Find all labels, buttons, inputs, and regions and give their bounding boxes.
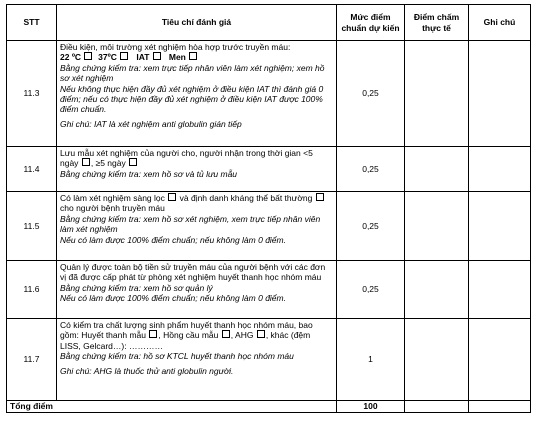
scoring-text: Nếu có làm được 100% điểm chuẩn; nếu không làm 0 điểm. [60,293,286,304]
criteria-text: Quản lý được toàn bộ tiền sử truyền máu của người bệnh với các đơn vị đã được cấp phát từ phòng xét nghiệm huyết thanh học nhóm máu [60,262,326,283]
total-row [7,401,531,413]
header-standard-score: Mức điểm chuẩn dự kiến [337,5,405,41]
scoring-text: Nếu không thực hiện đầy đủ xét nghiệm ở điều kiện IAT thì đánh giá 0 điểm; nếu có thực hiện đầy đủ xét nghiệm ở điều kiện IAT được 100% điểm chuẩn. [60,83,324,115]
row-note[interactable] [469,192,531,261]
row-note[interactable] [469,41,531,147]
row-stt: 11.3 [7,41,57,147]
criteria-text: Có làm xét nghiệm sàng lọc và định danh kháng thể bất thường cho người bệnh truyền máu [60,193,333,214]
table-row [7,319,531,401]
checkbox-icon[interactable] [168,193,176,201]
checkbox-icon[interactable] [120,52,128,60]
row-standard-score: 0,25 [337,147,405,192]
evaluation-table [6,4,531,413]
total-note[interactable] [469,401,531,413]
table-row [7,261,531,319]
checkbox-icon[interactable] [222,330,230,338]
row-standard-score: 0,25 [337,41,405,147]
row-stt: 11.4 [7,147,57,192]
row-criteria [57,261,337,319]
row-standard-score: 0,25 [337,192,405,261]
condition-options: 22 ºC 37ºC IAT Men [60,52,333,62]
scoring-text: Nếu có làm được 100% điểm chuẩn; nếu không làm 0 điểm. [60,234,286,245]
total-actual-score[interactable] [405,401,469,413]
row-actual-score[interactable] [405,319,469,401]
note-text: Ghi chú: AHG là thuốc thử anti globulin người. [60,365,234,376]
evidence-text: Bằng chứng kiểm tra: xem hồ sơ và tủ lưu mẫu [60,168,238,179]
criteria-text: Lưu mẫu xét nghiệm của người cho, người nhận trong thời gian <5 ngày , ≥5 ngày [60,148,313,169]
row-criteria [57,41,337,147]
checkbox-icon[interactable] [316,193,324,201]
header-criteria: Tiêu chí đánh giá [57,5,337,41]
row-actual-score[interactable] [405,192,469,261]
checkbox-icon[interactable] [153,52,161,60]
row-criteria [57,319,337,401]
checkbox-icon[interactable] [189,52,197,60]
row-note[interactable] [469,319,531,401]
evidence-text: Bằng chứng kiểm tra: xem hồ sơ xét nghiệm, xem trực tiếp nhân viên làm xét nghiệm [60,213,321,235]
row-actual-score[interactable] [405,41,469,147]
checkbox-icon[interactable] [84,52,92,60]
row-criteria [57,192,337,261]
checkbox-icon[interactable] [82,158,90,166]
row-actual-score[interactable] [405,147,469,192]
table-row [7,192,531,261]
note-text: Ghi chú: IAT là xét nghiệm anti globulin gián tiếp [60,118,242,129]
header-stt: STT [7,5,57,41]
header-row [7,5,531,41]
row-criteria [57,147,337,192]
table-row [7,147,531,192]
row-stt: 11.6 [7,261,57,319]
criteria-text: Có kiểm tra chất lượng sinh phẩm huyết thanh học nhóm máu, bao gồm: Huyết thanh mẫu , Hồng cầu mẫu , AHG , khác (đệm LISS, Gelcard…): ………… [60,320,313,351]
header-note: Ghi chú [469,5,531,41]
total-score: 100 [337,401,405,413]
table-row [7,41,531,147]
row-note[interactable] [469,147,531,192]
evidence-text: Bằng chứng kiểm tra: xem hồ sơ quản lý [60,282,213,293]
row-stt: 11.7 [7,319,57,401]
checkbox-icon[interactable] [129,158,137,166]
row-stt: 11.5 [7,192,57,261]
evidence-text: Bằng chứng kiểm tra: xem trực tiếp nhân viên làm xét nghiệm; xem hồ sơ xét nghiệm [60,62,325,84]
header-actual-score: Điểm chấm thực tế [405,5,469,41]
total-label: Tổng điểm [7,401,337,413]
evidence-text: Bằng chứng kiểm tra: hồ sơ KTCL huyết thanh học nhóm máu [60,351,294,362]
checkbox-icon[interactable] [257,330,265,338]
row-standard-score: 0,25 [337,261,405,319]
row-standard-score: 1 [337,319,405,401]
checkbox-icon[interactable] [149,330,157,338]
criteria-text: Điều kiện, môi trường xét nghiệm hòa hợp trước truyền máu: [60,42,291,52]
row-note[interactable] [469,261,531,319]
row-actual-score[interactable] [405,261,469,319]
